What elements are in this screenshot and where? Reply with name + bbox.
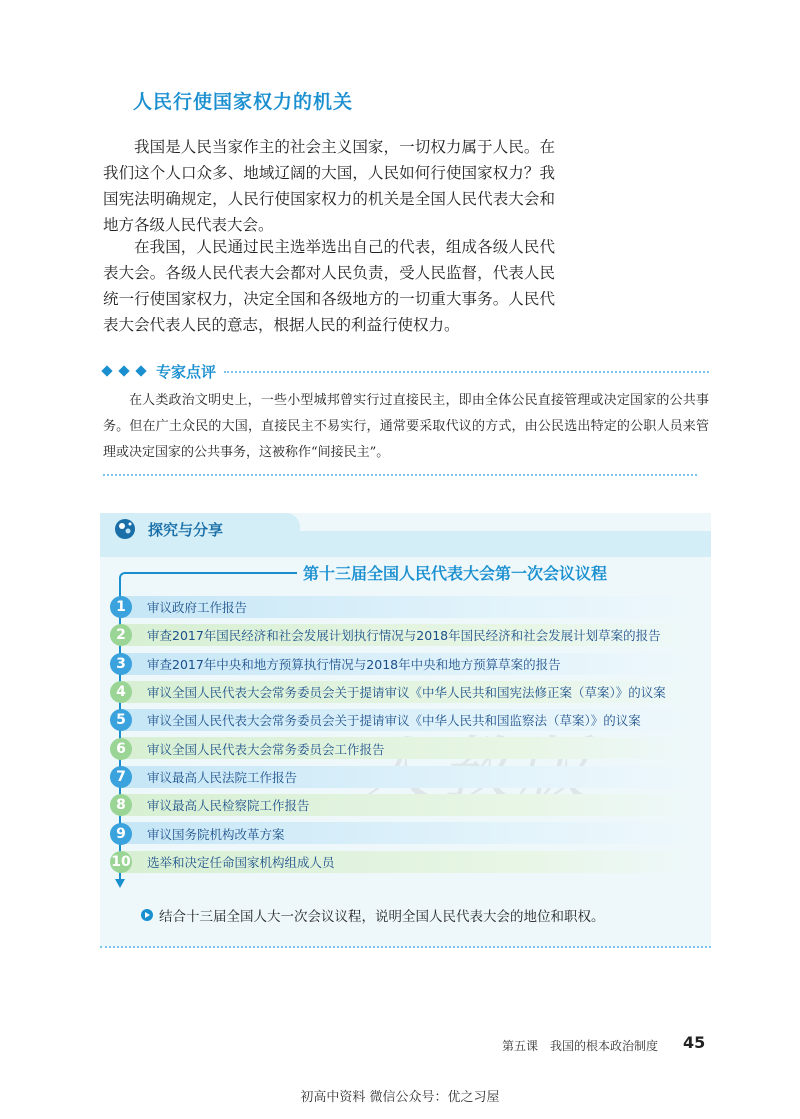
agenda-item [110, 621, 710, 649]
agenda-list [110, 593, 710, 876]
agenda-item [110, 678, 710, 706]
agenda-item [110, 593, 710, 621]
agenda-number-badge: 3 [110, 653, 132, 675]
agenda-item [110, 848, 710, 876]
explore-share-panel [100, 513, 711, 948]
agenda-item-text: 审议最高人民检察院工作报告 [147, 798, 310, 814]
agenda-item-text: 审议国务院机构改革方案 [147, 826, 285, 842]
footer-chapter-title: 第五课 我国的根本政治制度 [502, 1039, 659, 1053]
expert-comment-header [103, 360, 709, 382]
body-paragraph-1: 我国是人民当家作主的社会主义国家，一切权力属于人民。在我们这个人口众多、地域辽阔的大国，人民如何行使国家权力？我国宪法明确规定，人民行使国家权力的机关是全国人民代表大会和地方各级人民代表大会。 [103, 138, 555, 234]
agenda-number-badge: 1 [110, 596, 132, 618]
agenda-item-text: 审议全国人民代表大会常务委员会关于提请审议《中华人民共和国宪法修正案（草案）》的议案 [147, 685, 666, 701]
agenda-number-badge: 2 [110, 624, 132, 646]
agenda-item-text: 选举和决定任命国家机构组成人员 [147, 854, 335, 870]
agenda-item [110, 763, 710, 791]
agenda-number-badge: 5 [110, 709, 132, 731]
panel-title: 探究与分享 [148, 521, 224, 539]
play-icon [141, 909, 153, 921]
discussion-question [141, 905, 605, 925]
globe-icon [114, 518, 136, 540]
dotted-divider [224, 371, 709, 373]
agenda-number-badge: 6 [110, 738, 132, 760]
dotted-divider [103, 474, 697, 476]
agenda-item [110, 819, 710, 847]
agenda-item [110, 706, 710, 734]
panel-header-tab [100, 513, 300, 545]
agenda-item-text: 审议全国人民代表大会常务委员会关于提请审议《中华人民共和国监察法（草案）》的议案 [147, 713, 641, 729]
expert-comment-title: 专家点评 [156, 362, 217, 381]
agenda-bracket [125, 572, 297, 574]
discussion-question-text: 结合十三届全国人大一次会议议程，说明全国人民代表大会的地位和职权。 [159, 909, 605, 925]
agenda-number-badge: 9 [110, 823, 132, 845]
agenda-number-badge: 8 [110, 794, 132, 816]
agenda-item [110, 734, 710, 762]
agenda-item-text: 审查2017年国民经济和社会发展计划执行情况与2018年国民经济和社会发展计划草案的报告 [147, 628, 661, 644]
agenda-number-badge: 4 [110, 681, 132, 703]
agenda-item [110, 791, 710, 819]
agenda-number-badge: 10 [110, 851, 132, 873]
diamond-icon [118, 365, 129, 376]
agenda-item-text: 审议最高人民法院工作报告 [147, 769, 298, 785]
expert-comment-box [103, 360, 709, 476]
agenda-item-text: 审查2017年中央和地方预算执行情况与2018年中央和地方预算草案的报告 [147, 656, 561, 672]
footer-note: 初高中资料 微信公众号：优之习屋 [300, 1090, 500, 1105]
body-paragraph-2: 在我国，人民通过民主选举选出自己的代表，组成各级人民代表大会。各级人民代表大会都对人民负责，受人民监督，代表人民统一行使国家权力，决定全国和各级地方的一切重大事务。人民代表大会代表人民的意志，根据人民的利益行使权力。 [103, 238, 555, 334]
expert-comment-text: 在人类政治文明史上，一些小型城邦曾实行过直接民主，即由全体公民直接管理或决定国家的公共事务。但在广土众民的大国，直接民主不易实行，通常要采取代议的方式，由公民选出特定的公职人员来管理或决定国家的公共事务，这被称作“间接民主”。 [103, 393, 709, 460]
section-title: 人民行使国家权力的机关 [133, 91, 354, 113]
agenda-item-text: 审议政府工作报告 [147, 600, 248, 616]
agenda-item [110, 650, 710, 678]
diamond-icon [101, 365, 112, 376]
agenda-number-badge: 7 [110, 766, 132, 788]
agenda-item-text: 审议全国人民代表大会常务委员会工作报告 [147, 741, 385, 757]
page-number: 45 [683, 1033, 706, 1052]
arrow-down-icon [115, 879, 125, 888]
diamond-icon [135, 365, 146, 376]
agenda-title: 第十三届全国人民代表大会第一次会议议程 [303, 564, 608, 583]
